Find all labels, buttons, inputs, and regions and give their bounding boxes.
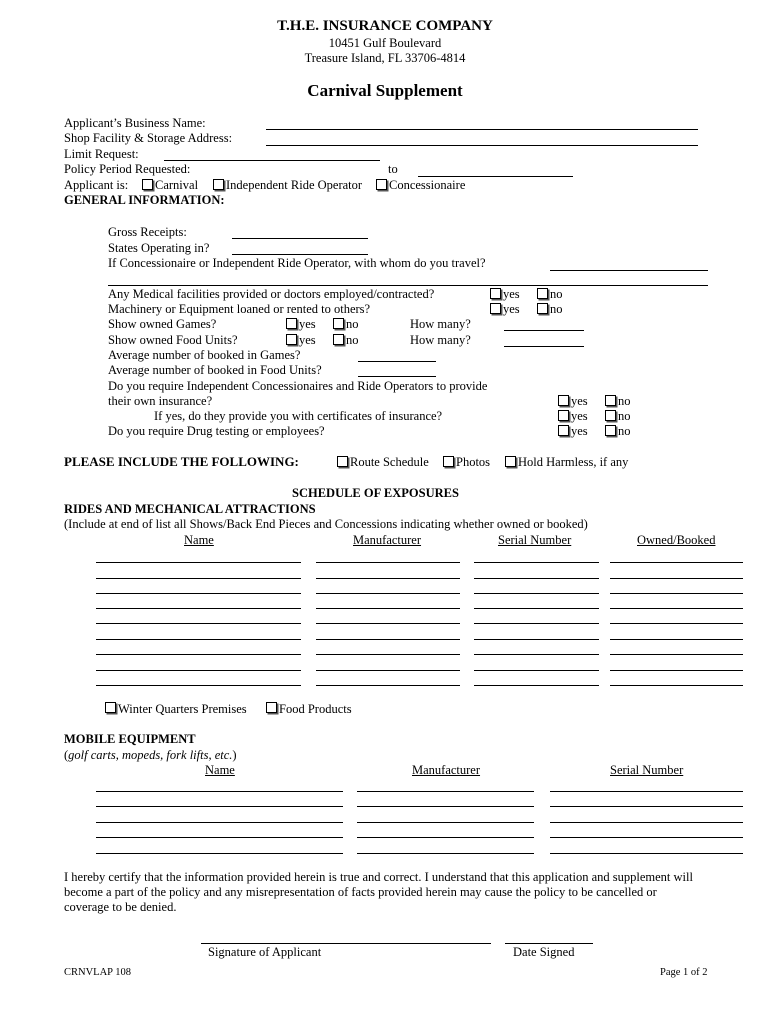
require-insurance-label-cont: their own insurance? bbox=[108, 394, 213, 408]
date-signed-field[interactable] bbox=[505, 943, 593, 944]
rides-row-2-field-1[interactable] bbox=[96, 578, 301, 579]
certification-line1: I hereby certify that the information provided herein is true and correct. I understand that this application and supplement will bbox=[64, 870, 693, 884]
winter-quarters-checkbox[interactable] bbox=[105, 702, 116, 713]
winter-quarters-label: Winter Quarters Premises bbox=[118, 702, 247, 716]
rides-row-5-field-1[interactable] bbox=[96, 623, 301, 624]
medical-no-label: no bbox=[550, 287, 563, 301]
company-address-line2: Treasure Island, FL 33706-4814 bbox=[304, 51, 466, 65]
gross-receipts-label: Gross Receipts: bbox=[108, 225, 187, 239]
mobile-row-5-field-3[interactable] bbox=[550, 853, 743, 854]
rides-row-8-field-4[interactable] bbox=[610, 670, 743, 671]
rides-row-5-field-4[interactable] bbox=[610, 623, 743, 624]
applicant-is-label: Applicant is: bbox=[64, 178, 129, 192]
machinery-label: Machinery or Equipment loaned or rented to others? bbox=[108, 302, 371, 316]
owned-games-yes-label: yes bbox=[299, 317, 316, 331]
medical-facilities-label: Any Medical facilities provided or doctors employed/contracted? bbox=[108, 287, 435, 301]
rides-row-1-field-4[interactable] bbox=[610, 562, 743, 563]
rides-row-3-field-1[interactable] bbox=[96, 593, 301, 594]
owned-games-how-many-label: How many? bbox=[410, 317, 471, 331]
machinery-no-checkbox[interactable] bbox=[537, 303, 548, 314]
rides-row-2-field-3[interactable] bbox=[474, 578, 599, 579]
avg-food-label: Average number of booked in Food Units? bbox=[108, 363, 322, 377]
machinery-yes-checkbox[interactable] bbox=[490, 303, 501, 314]
mobile-row-4-field-2[interactable] bbox=[357, 837, 534, 838]
rides-row-4-field-2[interactable] bbox=[316, 608, 460, 609]
rides-row-5-field-2[interactable] bbox=[316, 623, 460, 624]
certificates-yes-checkbox[interactable] bbox=[558, 410, 569, 421]
travel-with-field-line2[interactable] bbox=[108, 285, 708, 286]
route-schedule-checkbox[interactable] bbox=[337, 456, 348, 467]
rides-row-7-field-1[interactable] bbox=[96, 654, 301, 655]
require-insurance-no-checkbox[interactable] bbox=[605, 395, 616, 406]
rides-row-8-field-1[interactable] bbox=[96, 670, 301, 671]
mobile-row-3-field-1[interactable] bbox=[96, 822, 343, 823]
avg-food-field[interactable] bbox=[358, 376, 436, 377]
date-signed-label: Date Signed bbox=[513, 945, 575, 959]
rides-row-7-field-3[interactable] bbox=[474, 654, 599, 655]
food-products-label: Food Products bbox=[279, 702, 352, 716]
business-name-label: Applicant’s Business Name: bbox=[64, 116, 206, 130]
rides-row-9-field-3[interactable] bbox=[474, 685, 599, 686]
machinery-yes-label: yes bbox=[503, 302, 520, 316]
rides-col-manufacturer: Manufacturer bbox=[353, 533, 422, 547]
require-insurance-yes-checkbox[interactable] bbox=[558, 395, 569, 406]
rides-row-7-field-4[interactable] bbox=[610, 654, 743, 655]
policy-period-end-field[interactable] bbox=[418, 176, 573, 177]
independent-ride-operator-checkbox[interactable] bbox=[213, 179, 224, 190]
machinery-no-label: no bbox=[550, 302, 563, 316]
rides-col-owned-booked: Owned/Booked bbox=[637, 533, 716, 547]
owned-food-count-field[interactable] bbox=[504, 346, 584, 347]
form-title: Carnival Supplement bbox=[307, 81, 463, 100]
rides-row-1-field-2[interactable] bbox=[316, 562, 460, 563]
owned-games-yes-checkbox[interactable] bbox=[286, 318, 297, 329]
rides-row-4-field-1[interactable] bbox=[96, 608, 301, 609]
owned-food-no-checkbox[interactable] bbox=[333, 334, 344, 345]
concessionaire-checkbox[interactable] bbox=[376, 179, 387, 190]
rides-row-4-field-3[interactable] bbox=[474, 608, 599, 609]
mobile-col-manufacturer: Manufacturer bbox=[412, 763, 481, 777]
certificates-label: If yes, do they provide you with certificates of insurance? bbox=[154, 409, 443, 423]
rides-heading: RIDES AND MECHANICAL ATTRACTIONS bbox=[64, 502, 316, 516]
rides-row-5-field-3[interactable] bbox=[474, 623, 599, 624]
mobile-row-2-field-1[interactable] bbox=[96, 806, 343, 807]
hold-harmless-label: Hold Harmless, if any bbox=[518, 455, 629, 469]
rides-row-9-field-1[interactable] bbox=[96, 685, 301, 686]
rides-row-8-field-2[interactable] bbox=[316, 670, 460, 671]
general-information-heading: GENERAL INFORMATION: bbox=[64, 193, 225, 207]
rides-row-6-field-2[interactable] bbox=[316, 639, 460, 640]
concessionaire-label: Concessionaire bbox=[389, 178, 466, 192]
gross-receipts-field[interactable] bbox=[232, 238, 368, 239]
owned-games-count-field[interactable] bbox=[504, 330, 584, 331]
mobile-row-5-field-1[interactable] bbox=[96, 853, 343, 854]
mobile-row-2-field-3[interactable] bbox=[550, 806, 743, 807]
rides-row-8-field-3[interactable] bbox=[474, 670, 599, 671]
rides-row-9-field-4[interactable] bbox=[610, 685, 743, 686]
rides-row-2-field-2[interactable] bbox=[316, 578, 460, 579]
photos-checkbox[interactable] bbox=[443, 456, 454, 467]
require-insurance-label: Do you require Independent Concessionaires and Ride Operators to provide bbox=[108, 379, 488, 393]
drug-testing-no-label: no bbox=[618, 424, 631, 438]
mobile-row-2-field-2[interactable] bbox=[357, 806, 534, 807]
carnival-option-label: Carnival bbox=[155, 178, 199, 192]
rides-row-6-field-3[interactable] bbox=[474, 639, 599, 640]
avg-games-field[interactable] bbox=[358, 361, 436, 362]
drug-testing-no-checkbox[interactable] bbox=[605, 425, 616, 436]
travel-question-label: If Concessionaire or Independent Ride Operator, with whom do you travel? bbox=[108, 256, 486, 270]
certificates-no-checkbox[interactable] bbox=[605, 410, 616, 421]
avg-games-label: Average number of booked in Games? bbox=[108, 348, 301, 362]
medical-yes-label: yes bbox=[503, 287, 520, 301]
mobile-equipment-heading: MOBILE EQUIPMENT bbox=[64, 732, 196, 746]
food-products-checkbox[interactable] bbox=[266, 702, 277, 713]
owned-food-label: Show owned Food Units? bbox=[108, 333, 238, 347]
rides-row-3-field-4[interactable] bbox=[610, 593, 743, 594]
signature-field[interactable] bbox=[201, 943, 491, 944]
mobile-col-name: Name bbox=[205, 763, 235, 777]
rides-row-3-field-3[interactable] bbox=[474, 593, 599, 594]
shop-address-field[interactable] bbox=[266, 145, 698, 146]
mobile-row-1-field-2[interactable] bbox=[357, 791, 534, 792]
owned-food-how-many-label: How many? bbox=[410, 333, 471, 347]
mobile-equipment-note: (golf carts, mopeds, fork lifts, etc.) bbox=[64, 748, 237, 762]
shop-address-label: Shop Facility & Storage Address: bbox=[64, 131, 233, 145]
hold-harmless-checkbox[interactable] bbox=[505, 456, 516, 467]
business-name-field[interactable] bbox=[266, 129, 698, 130]
rides-row-6-field-4[interactable] bbox=[610, 639, 743, 640]
mobile-row-4-field-1[interactable] bbox=[96, 837, 343, 838]
limit-request-label: Limit Request: bbox=[64, 147, 139, 161]
rides-col-serial-number: Serial Number bbox=[498, 533, 572, 547]
rides-row-2-field-4[interactable] bbox=[610, 578, 743, 579]
owned-games-no-checkbox[interactable] bbox=[333, 318, 344, 329]
independent-ride-operator-label: Independent Ride Operator bbox=[226, 178, 363, 192]
rides-row-7-field-2[interactable] bbox=[316, 654, 460, 655]
certification-line2: become a part of the policy and any misrepresentation of facts provided herein may cause the policy to be cancelled or bbox=[64, 885, 657, 899]
require-insurance-yes-label: yes bbox=[571, 394, 588, 408]
owned-games-label: Show owned Games? bbox=[108, 317, 217, 331]
rides-row-1-field-3[interactable] bbox=[474, 562, 599, 563]
mobile-row-5-field-2[interactable] bbox=[357, 853, 534, 854]
photos-label: Photos bbox=[456, 455, 491, 469]
owned-food-no-label: no bbox=[346, 333, 359, 347]
signature-label: Signature of Applicant bbox=[208, 945, 322, 959]
company-address-line1: 10451 Gulf Boulevard bbox=[328, 36, 442, 50]
drug-testing-yes-checkbox[interactable] bbox=[558, 425, 569, 436]
drug-testing-yes-label: yes bbox=[571, 424, 588, 438]
owned-food-yes-checkbox[interactable] bbox=[286, 334, 297, 345]
rides-col-name: Name bbox=[184, 533, 214, 547]
rides-note: (Include at end of list all Shows/Back End Pieces and Concessions indicating whether owned or booked) bbox=[64, 517, 588, 531]
owned-food-yes-label: yes bbox=[299, 333, 316, 347]
travel-with-field[interactable] bbox=[550, 270, 708, 271]
drug-testing-label: Do you require Drug testing or employees? bbox=[108, 424, 325, 438]
require-insurance-no-label: no bbox=[618, 394, 631, 408]
rides-row-9-field-2[interactable] bbox=[316, 685, 460, 686]
certificates-yes-label: yes bbox=[571, 409, 588, 423]
policy-period-to-label: to bbox=[388, 162, 398, 176]
form-id: CRNVLAP 108 bbox=[64, 967, 131, 978]
mobile-col-serial-number: Serial Number bbox=[610, 763, 684, 777]
route-schedule-label: Route Schedule bbox=[350, 455, 429, 469]
states-operating-label: States Operating in? bbox=[108, 241, 210, 255]
schedule-exposures-heading: SCHEDULE OF EXPOSURES bbox=[292, 486, 459, 500]
states-operating-field[interactable] bbox=[232, 254, 368, 255]
certificates-no-label: no bbox=[618, 409, 631, 423]
mobile-equipment-note-text: golf carts, mopeds, fork lifts, etc. bbox=[68, 748, 233, 762]
mobile-row-3-field-3[interactable] bbox=[550, 822, 743, 823]
page-number: Page 1 of 2 bbox=[660, 967, 708, 978]
company-name: T.H.E. INSURANCE COMPANY bbox=[277, 18, 493, 34]
rides-row-4-field-4[interactable] bbox=[610, 608, 743, 609]
medical-no-checkbox[interactable] bbox=[537, 288, 548, 299]
mobile-row-4-field-3[interactable] bbox=[550, 837, 743, 838]
mobile-row-1-field-1[interactable] bbox=[96, 791, 343, 792]
mobile-row-1-field-3[interactable] bbox=[550, 791, 743, 792]
limit-request-field[interactable] bbox=[164, 160, 380, 161]
certification-line3: coverage to be denied. bbox=[64, 900, 177, 914]
carnival-checkbox[interactable] bbox=[142, 179, 153, 190]
rides-row-1-field-1[interactable] bbox=[96, 562, 301, 563]
rides-row-3-field-2[interactable] bbox=[316, 593, 460, 594]
owned-games-no-label: no bbox=[346, 317, 359, 331]
medical-yes-checkbox[interactable] bbox=[490, 288, 501, 299]
rides-row-6-field-1[interactable] bbox=[96, 639, 301, 640]
policy-period-label: Policy Period Requested: bbox=[64, 162, 191, 176]
mobile-row-3-field-2[interactable] bbox=[357, 822, 534, 823]
please-include-heading: PLEASE INCLUDE THE FOLLOWING: bbox=[64, 454, 299, 469]
